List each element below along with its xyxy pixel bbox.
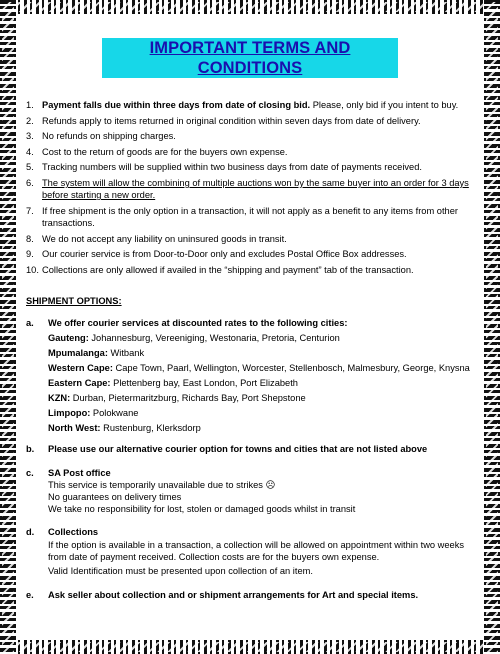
- list-item: 5. Tracking numbers will be supplied within two business days from date of payments received.: [26, 162, 422, 173]
- list-item: 8. We do not accept any liability on uninsured goods in transit.: [26, 233, 287, 244]
- courier-cities: [48, 332, 474, 434]
- list-item: 7. If free shipment is the only option in a transaction, it will not apply as a benefit to any items from other transactions.: [26, 205, 458, 228]
- post-office-line: We take no responsibility for lost, stolen or damaged goods whilst in transit: [48, 504, 356, 515]
- shipment-option-e: e. Ask seller about collection and or shipment arrangements for Art and special items.: [26, 590, 419, 601]
- region-line: KZN: Durban, Pietermaritzburg, Richards Bay, Port Shepstone: [48, 393, 306, 404]
- list-item: 4. Cost to the return of goods are for the buyers own expense.: [26, 146, 288, 157]
- collections-body: If the option is available in a transaction, a collection will be allowed on appointment within two weeks from date of payment received. Collection costs are for the buyers own expense.: [48, 539, 465, 562]
- post-office-line: No guarantees on delivery times: [48, 491, 182, 502]
- list-item: 1. Payment falls due within three days from date of closing bid. Please, only bid if you intent to buy.: [26, 100, 459, 110]
- region-line: Western Cape: Cape Town, Paarl, Wellington, Worcester, Stellenbosch, Malmesbury, George, Knysna: [48, 363, 470, 374]
- shipment-option-d: d. Collections If the option is available in a transaction, a collection will be allowed on appointment within two weeks from date of payment received. Collection costs are for the buyers own expense. Valid Identification must be presented upon collection of an item.: [26, 526, 474, 577]
- region-line: Gauteng: Johannesburg, Vereeniging, Westonaria, Pretoria, Centurion: [48, 333, 340, 344]
- decorative-border-top: [0, 0, 500, 14]
- list-item: 9. Our courier service is from Door-to-Door only and excludes Postal Office Box addresses.: [26, 249, 407, 260]
- shipment-option-b: b. Please use our alternative courier option for towns and cities that are not listed above: [26, 444, 428, 455]
- region-line: Mpumalanga: Witbank: [48, 348, 145, 359]
- terms-list: [26, 99, 474, 276]
- list-item: 3. No refunds on shipping charges.: [26, 131, 176, 142]
- shipment-option-a: a. We offer courier services at discounted rates to the following cities: Gauteng: Johannesburg, Vereeniging, Westonaria, Pretoria, Centurion Mpumalanga: Witbank Western Cape: Cape Town, Paarl, Wellington, Worcester, Stellenbosch, Malmesbury, George, Knysna Eastern Cape: Plettenberg bay, East London, Port Elizabeth KZN: Durban, Pietermaritzburg, Richards Bay, Port Shepstone Limpopo: Polokwane North West: Rustenburg, Klerksdorp: [26, 317, 474, 434]
- list-item: 2. Refunds apply to items returned in original condition within seven days from date of delivery.: [26, 115, 421, 126]
- region-line: North West: Rustenburg, Klerksdorp: [48, 423, 201, 434]
- page-title: IMPORTANT TERMS AND CONDITIONS: [102, 38, 398, 78]
- post-office-line: This service is temporarily unavailable due to strikes ☹: [48, 479, 276, 490]
- decorative-border-right: [484, 0, 500, 654]
- list-item: 10. Collections are only allowed if availed in the “shipping and payment” tab of the transaction.: [26, 264, 414, 275]
- region-line: Eastern Cape: Plettenberg bay, East London, Port Elizabeth: [48, 378, 298, 389]
- shipment-options-heading: SHIPMENT OPTIONS:: [26, 295, 122, 306]
- decorative-border-bottom: [0, 640, 500, 654]
- document-page: [26, 22, 474, 634]
- decorative-border-left: [0, 0, 16, 654]
- shipment-option-c: c. SA Post office This service is temporarily unavailable due to strikes ☹ No guarantees on delivery times We take no responsibility for lost, stolen or damaged goods whilst in transit: [26, 467, 474, 516]
- list-item: 6. The system will allow the combining of multiple auctions won by the same buyer into an order for 3 days before starting a new order.: [26, 177, 469, 201]
- region-line: Limpopo: Polokwane: [48, 408, 139, 419]
- collections-note: Valid Identification must be presented upon collection of an item.: [48, 565, 313, 576]
